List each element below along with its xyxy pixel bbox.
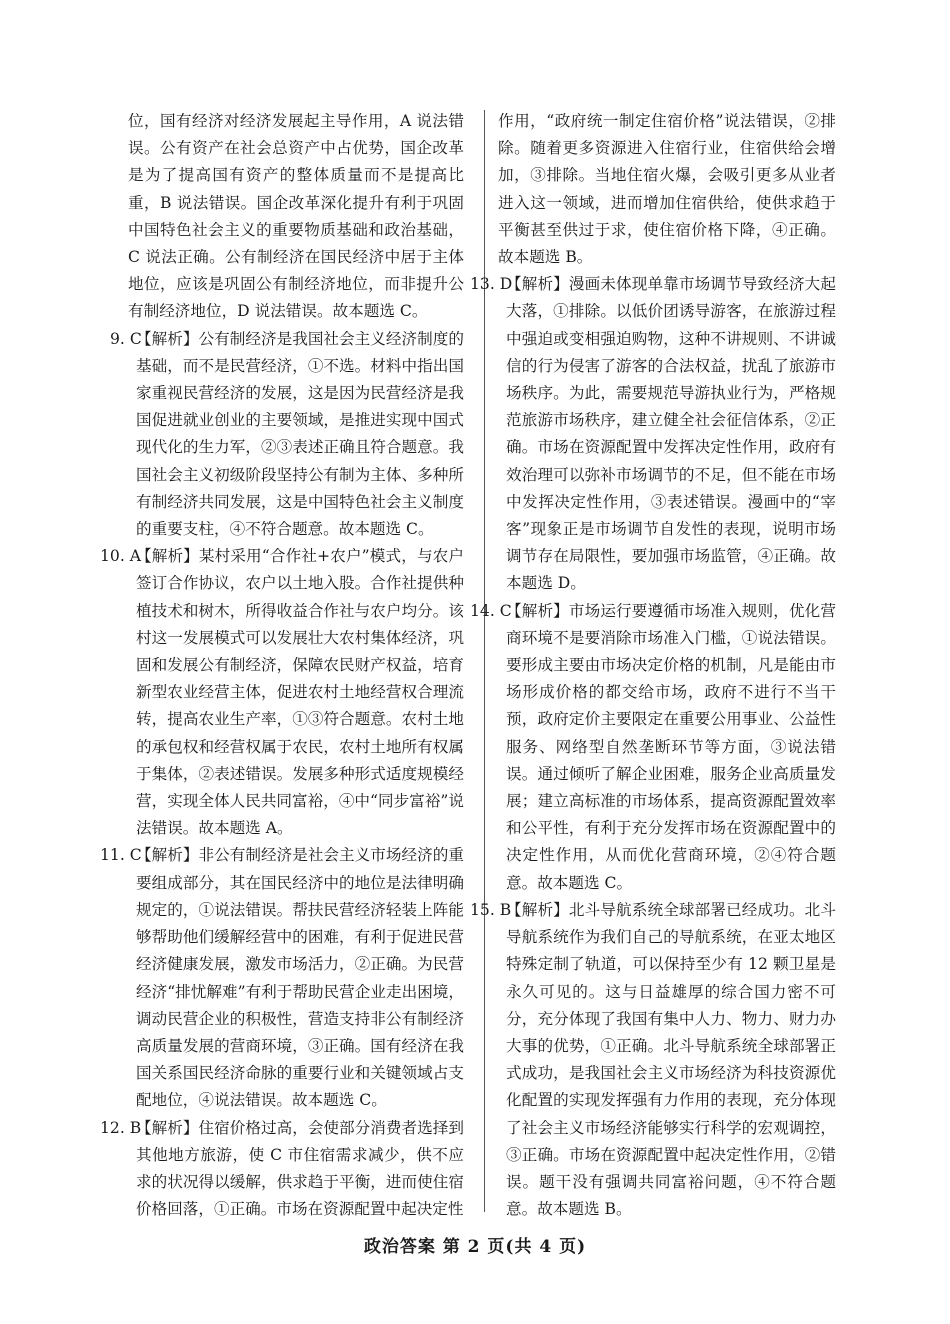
item-number: 14. C: [470, 601, 512, 620]
item-explanation: 【解析】北斗导航系统全球部署已经成功。北斗导航系统作为我们自己的导航系统，在亚太地区特殊定制了轨道，可以保持至少有 12 颗卫星是永久可见的。这与日益雄厚的综合国力密不可分，充分体现了我国有集中人力、物力、财力办大事的优势，①正确。北斗导航系统全球部署正式成功，是我国社会主义市场经济为科技资源优化配置的实现发挥强有力作用的表现，充分体现了社会主义市场经济能够实行科学的宏观调控，③正确。市场在资源配置中起决定性作用，②错误。题干没有强调共同富裕问题，④不符合题意。故本题选 B。: [506, 900, 836, 1219]
item-number: 11. C: [100, 846, 142, 865]
item-number: 13. D: [470, 275, 513, 294]
item-explanation: 【解析】市场运行要遵循市场准入规则，优化营商环境不是要消除市场准入门槛，①说法错误。要形成主要由市场决定价格的机制，凡是能由市场形成价格的都交给市场，政府不进行不当干预，政府定价主要限定在重要公用事业、公益性服务、网络型自然垄断环节等方面，③说法错误。通过倾听了解企业困难，服务企业高质量发展；建立高标准的市场体系，提高资源配置效率和公平性，有利于充分发挥市场在资源配置中的决定性作用，从而优化营商环境，②④符合题意。故本题选 C。: [506, 601, 836, 892]
item-explanation: 【解析】某村采用“合作社+农户”模式，与农户签订合作协议，农户以土地入股。合作社提供种植技术和树木，所得收益合作社与农户均分。该村这一发展模式可以发展壮大农村集体经济，巩固和发展公有制经济，保障农民财产权益，培育新型农业经营主体，促进农村土地经营权合理流转，提高农业生产率，①③符合题意。农村土地的承包权和经营权属于农民，农村土地所有权属于集体，②表述错误。发展多种形式适度规模经营，实现全体人民共同富裕，④中“同步富裕”说法错误。故本题选 A。: [136, 547, 464, 838]
answer-item-14: [470, 598, 836, 897]
page-footer: 政治答案 第 2 页(共 4 页): [363, 1237, 587, 1257]
item-number: 12. B: [100, 1118, 142, 1137]
answer-item-10: [100, 543, 464, 842]
answer-item-12: [100, 1115, 464, 1224]
item-explanation: 【解析】漫画未体现单靠市场调节导致经济大起大落，①排除。以低价团诱导游客，在旅游过程中强迫或变相强迫购物，这种不讲规则、不讲诚信的行为侵害了游客的合法权益，扰乱了旅游市场秩序。为此，需要规范导游执业行为，严格规范旅游市场秩序，建立健全社会征信体系，②正确。市场在资源配置中发挥决定性作用，政府有效治理可以弥补市场调节的不足，但不能在市场中发挥决定性作用，③表述错误。漫画中的“宰客”现象正是市场调节自发性的表现，说明市场调节存在局限性，要加强市场监管，④正确。故本题选 D。: [506, 275, 836, 593]
right-column: [470, 108, 836, 1223]
item-explanation: 【解析】非公有制经济是社会主义市场经济的重要组成部分，其在国民经济中的地位是法律明确规定的，①说法错误。帮扶民营经济轻装上阵能够帮助他们缓解经营中的困难，有利于促进民营经济健康发展，激发市场活力，②正确。为民营经济“排忧解难”有利于帮助民营企业走出困境，调动民营企业的积极性，营造支持非公有制经济高质量发展的营商环境，③正确。国有经济在我国关系国民经济命脉的重要行业和关键领域占支配地位，④说法错误。故本题选 C。: [136, 846, 464, 1110]
left-continuation-text: 位，国有经济对经济发展起主导作用，A 说法错误。公有资产在社会总资产中占优势，国企改革是为了提高国有资产的整体质量而不是提高比重，B 说法错误。国企改革深化提升有利于巩固中国特色社会主义的重要物质基础和政治基础，C 说法正确。公有制经济在国民经济中居于主体地位，应该是巩固公有制经济地位，而非提升公有制经济地位，D 说法错误。故本题选 C。: [128, 112, 464, 321]
item-number: 9. C: [110, 329, 142, 348]
answer-item-11: [100, 842, 464, 1114]
item-number: 10. A: [100, 547, 142, 566]
answer-item-15: [470, 897, 836, 1223]
item-explanation: 【解析】住宿价格过高，会使部分消费者选择到其他地方旅游，使 C 市住宿需求减少，供不应求的状况得以缓解，供求趋于平衡，进而使住宿价格回落，①正确。市场在资源配置中起决定性: [136, 1118, 464, 1219]
item-explanation: 【解析】公有制经济是我国社会主义经济制度的基础，而不是民营经济，①不选。材料中指出国家重视民营经济的发展，这是因为民营经济是我国促进就业创业的主要领域，是推进实现中国式现代化的生力军，②③表述正确且符合题意。我国社会主义初级阶段坚持公有制为主体、多种所有制经济共同发展，这是中国特色社会主义制度的重要支柱，④不符合题意。故本题选 C。: [136, 329, 464, 539]
left-column: [100, 108, 464, 1223]
item-number: 15. B: [470, 900, 512, 919]
right-continuation-text: 作用，“政府统一制定住宿价格”说法错误，②排除。随着更多资源进入住宿行业，住宿供给会增加，③排除。当地住宿火爆，会吸引更多从业者进入这一领域，进而增加住宿供给，使供求趋于平衡甚至供过于求，使住宿价格下降，④正确。故本题选 B。: [498, 112, 836, 267]
answer-item-9: [110, 326, 464, 544]
answer-item-13: [470, 271, 836, 597]
